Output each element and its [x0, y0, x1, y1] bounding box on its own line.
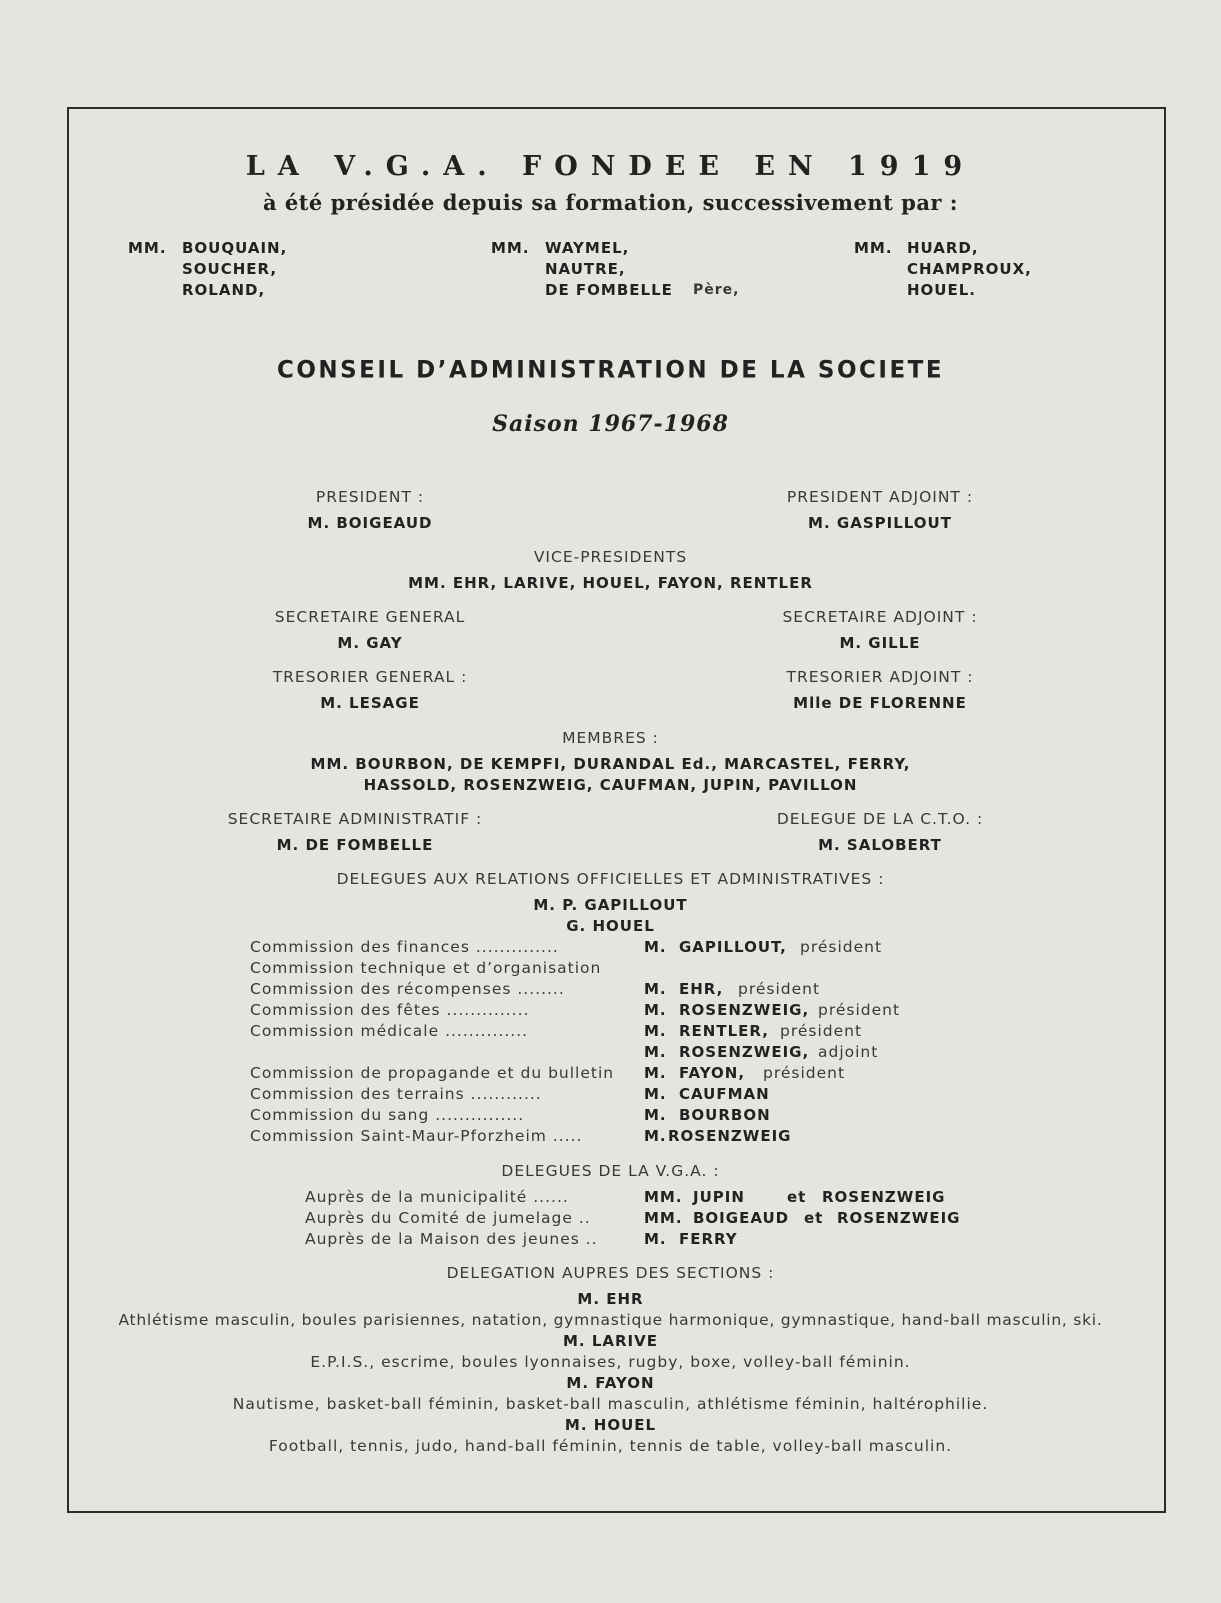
secretaire-general-name: M. GAY [337, 634, 403, 652]
secretaire-administratif-name: M. DE FOMBELLE [276, 836, 434, 854]
note: Père, [693, 282, 740, 298]
commission-name: Commission technique et d’organisation [250, 959, 602, 977]
delegation-sections-text: Athlétisme masculin, boules parisiennes, natation, gymnastique harmonique, gymnastique, hand-ball masculin, ski. [118, 1311, 1103, 1329]
council-title: CONSEIL D’ADMINISTRATION DE LA SOCIETE [276, 356, 945, 384]
prefix: MM. [491, 239, 530, 257]
commission-member: EHR, [679, 980, 724, 998]
commission-role: président [763, 1064, 846, 1082]
commission-prefix: M. [644, 1043, 667, 1061]
delegue-a: JUPIN [693, 1188, 745, 1206]
commission-role: président [800, 938, 883, 956]
commission-member: BOURBON [679, 1106, 771, 1124]
name: ROLAND, [182, 281, 266, 299]
commission-role: président [818, 1001, 901, 1019]
delegation-name: M. HOUEL [564, 1416, 657, 1434]
vice-presidents-label: VICE-PRESIDENTS [533, 548, 688, 566]
delegation-name: M. FAYON [566, 1374, 655, 1392]
commission-member: ROSENZWEIG, [679, 1043, 810, 1061]
commission-name: Commission Saint-Maur-Pforzheim ..... [250, 1127, 583, 1145]
name: CHAMPROUX, [907, 260, 1032, 278]
president-adjoint-name: M. GASPILLOUT [808, 514, 952, 532]
commission-member: ROSENZWEIG, [679, 1001, 810, 1019]
vice-presidents-names: MM. EHR, LARIVE, HOUEL, FAYON, RENTLER [408, 574, 813, 592]
prefix: MM. [854, 239, 893, 257]
commission-name: Commission de propagande et du bulletin [250, 1064, 615, 1082]
name: SOUCHER, [182, 260, 278, 278]
delegation-name: M. EHR [577, 1290, 644, 1308]
tresorier-adjoint-name: Mlle DE FLORENNE [793, 694, 967, 712]
delegue-b: ROSENZWEIG [837, 1209, 961, 1227]
delegue-a: BOIGEAUD [693, 1209, 790, 1227]
founding-title: LA V.G.A. FONDEE EN 1919 [245, 151, 976, 182]
commission-prefix: M. [644, 980, 667, 998]
commission-name: Commission des terrains ............ [250, 1085, 542, 1103]
delegation-sections-text: Football, tennis, judo, hand-ball féminin, tennis de table, volley-ball masculin. [268, 1437, 953, 1455]
commission-name: Commission du sang ............... [250, 1106, 525, 1124]
commission-name: Commission médicale .............. [250, 1022, 529, 1040]
commission-prefix: M. [644, 1127, 667, 1145]
commission-prefix: M. [644, 938, 667, 956]
delegue-et: et [804, 1209, 824, 1227]
delegue-prefix: MM. [644, 1209, 683, 1227]
delegues-relations-line-1: M. P. GAPILLOUT [533, 896, 688, 914]
commission-member: GAPILLOUT, [679, 938, 787, 956]
commission-name: Commission des fêtes .............. [250, 1001, 530, 1019]
founding-subtitle: à été présidée depuis sa formation, successivement par : [262, 190, 959, 215]
delegation-sections-text: E.P.I.S., escrime, boules lyonnaises, rugby, boxe, volley-ball féminin. [310, 1353, 911, 1371]
name: WAYMEL, [545, 239, 630, 257]
season: Saison 1967-1968 [492, 411, 729, 437]
tresorier-adjoint-label: TRESORIER ADJOINT : [786, 668, 974, 686]
secretaire-administratif-label: SECRETAIRE ADMINISTRATIF : [227, 810, 483, 828]
president-name: M. BOIGEAUD [307, 514, 433, 532]
president-adjoint-label: PRESIDENT ADJOINT : [786, 488, 974, 506]
delegue-b: ROSENZWEIG [822, 1188, 946, 1206]
membres-line-1: MM. BOURBON, DE KEMPFI, DURANDAL Ed., MARCASTEL, FERRY, [310, 755, 911, 773]
commission-prefix: M. [644, 1001, 667, 1019]
delegation-sections-label: DELEGATION AUPRES DES SECTIONS : [446, 1264, 775, 1282]
delegue-place: Auprès du Comité de jumelage .. [305, 1209, 591, 1227]
delegues-relations-label: DELEGUES AUX RELATIONS OFFICIELLES ET ADMINISTRATIVES : [336, 870, 885, 888]
delegue-cto-name: M. SALOBERT [818, 836, 942, 854]
commission-member: ROSENZWEIG [668, 1127, 792, 1145]
delegation-name: M. LARIVE [562, 1332, 658, 1350]
commission-prefix: M. [644, 1064, 667, 1082]
membres-label: MEMBRES : [562, 729, 659, 747]
delegue-et: et [787, 1188, 807, 1206]
name: BOUQUAIN, [182, 239, 288, 257]
commission-prefix: M. [644, 1106, 667, 1124]
commission-prefix: M. [644, 1022, 667, 1040]
tresorier-general-label: TRESORIER GENERAL : [272, 668, 468, 686]
commission-role: président [780, 1022, 863, 1040]
president-label: PRESIDENT : [315, 488, 425, 506]
tresorier-general-name: M. LESAGE [320, 694, 420, 712]
membres-line-2: HASSOLD, ROSENZWEIG, CAUFMAN, JUPIN, PAVILLON [363, 776, 858, 794]
delegue-place: Auprès de la municipalité ...... [305, 1188, 569, 1206]
secretaire-adjoint-name: M. GILLE [839, 634, 921, 652]
commission-role: président [738, 980, 821, 998]
delegues-vga-label: DELEGUES DE LA V.G.A. : [501, 1162, 720, 1180]
commission-member: FAYON, [679, 1064, 746, 1082]
delegue-place: Auprès de la Maison des jeunes .. [305, 1230, 598, 1248]
commission-role: adjoint [818, 1043, 879, 1061]
name: NAUTRE, [545, 260, 626, 278]
delegation-sections-text: Nautisme, basket-ball féminin, basket-ball masculin, athlétisme féminin, haltérophilie. [232, 1395, 989, 1413]
prefix: MM. [128, 239, 167, 257]
name: DE FOMBELLE [545, 281, 673, 299]
commission-member: CAUFMAN [679, 1085, 770, 1103]
commission-name: Commission des récompenses ........ [250, 980, 565, 998]
commission-member: RENTLER, [679, 1022, 769, 1040]
delegue-a: FERRY [679, 1230, 738, 1248]
name: HOUEL. [907, 281, 976, 299]
secretaire-adjoint-label: SECRETAIRE ADJOINT : [782, 608, 978, 626]
commission-prefix: M. [644, 1085, 667, 1103]
delegue-prefix: M. [644, 1230, 667, 1248]
commission-name: Commission des finances .............. [250, 938, 559, 956]
name: HUARD, [907, 239, 979, 257]
secretaire-general-label: SECRETAIRE GENERAL [274, 608, 466, 626]
delegues-relations-line-2: G. HOUEL [566, 917, 655, 935]
delegue-prefix: MM. [644, 1188, 683, 1206]
delegue-cto-label: DELEGUE DE LA C.T.O. : [776, 810, 984, 828]
